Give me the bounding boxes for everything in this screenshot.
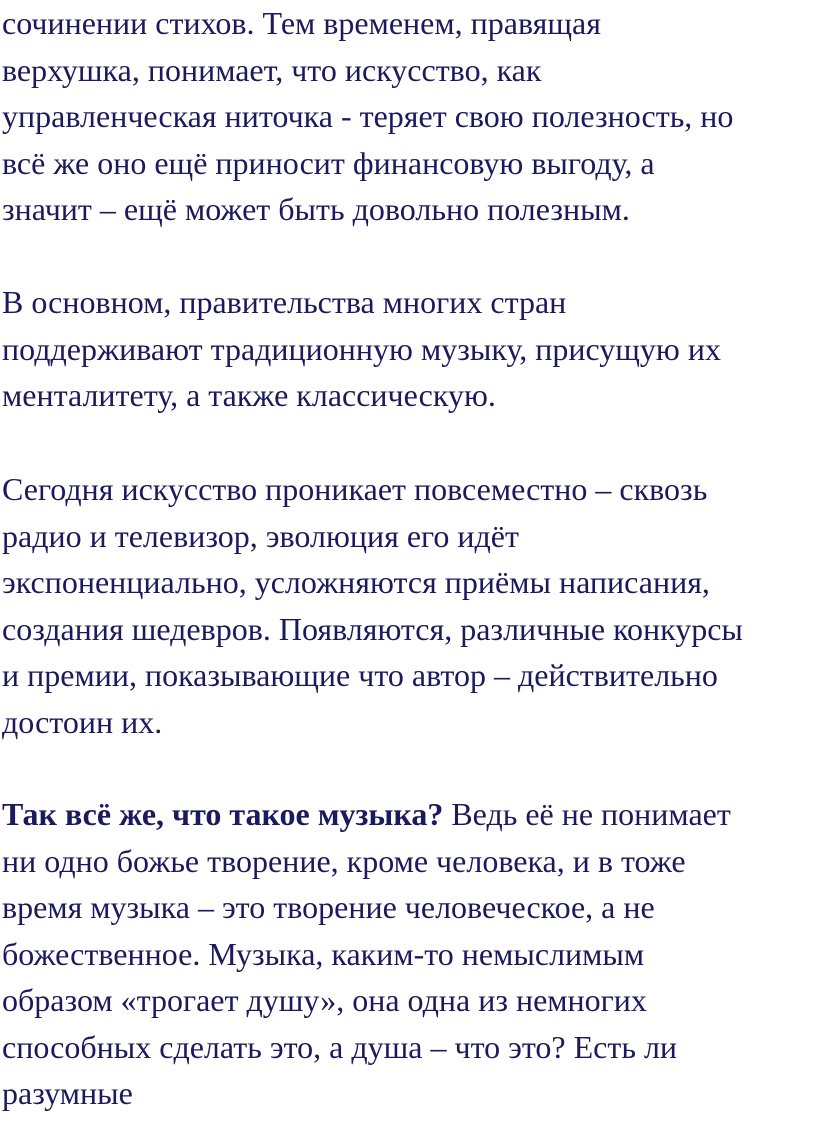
text-line: управленческая ниточка - теряет свою полезность, но [2,98,734,134]
text-line: верхушка, понимает, что искусство, как [2,51,542,88]
text-line: поддерживают традиционную музыку, присущую их [2,330,721,367]
text-line: образом «трогает душу», она одна из немногих [2,982,647,1018]
text-line: божественное. Музыка, каким-то немыслимым [2,935,645,972]
text-line: ни одно божье творение, кроме человека, и в тоже [2,842,686,879]
paragraph-1 [2,0,812,233]
text-line: и премии, показывающие что автор – действительно [2,657,718,693]
text-line: создания шедевров. Появляются, различные конкурсы [2,610,743,647]
text-line: разумные [2,1075,133,1111]
text-line: сочинении стихов. Тем временем, правящая [2,5,601,41]
lead-continuation: Ведь её не понимает [443,796,731,832]
text-line: экспоненциально, усложняются приёмы написания, [2,564,710,600]
text-line: время музыка – это творение человеческое, а не [2,889,655,925]
text-line: радио и телевизор, эволюция его идёт [2,517,519,554]
text-line-lead [2,791,812,838]
text-line: всё же оно ещё приносит финансовую выгоду, а [2,144,655,181]
text-line: Сегодня искусство проникает повсеместно – сквозь [2,471,708,507]
paragraph-2 [2,279,812,419]
paragraph-3 [2,466,812,745]
text-line: способных сделать это, а душа – что это? Есть ли [2,1028,678,1065]
text-line: достоин их. [2,703,163,740]
paragraph-4 [2,791,812,1117]
bold-question: Так всё же, что такое музыка? [2,796,444,832]
text-line: менталитету, а также классическую. [2,377,496,413]
text-line: значит – ещё может быть довольно полезным. [2,191,630,227]
text-line: В основном, правительства многих стран [2,284,567,320]
